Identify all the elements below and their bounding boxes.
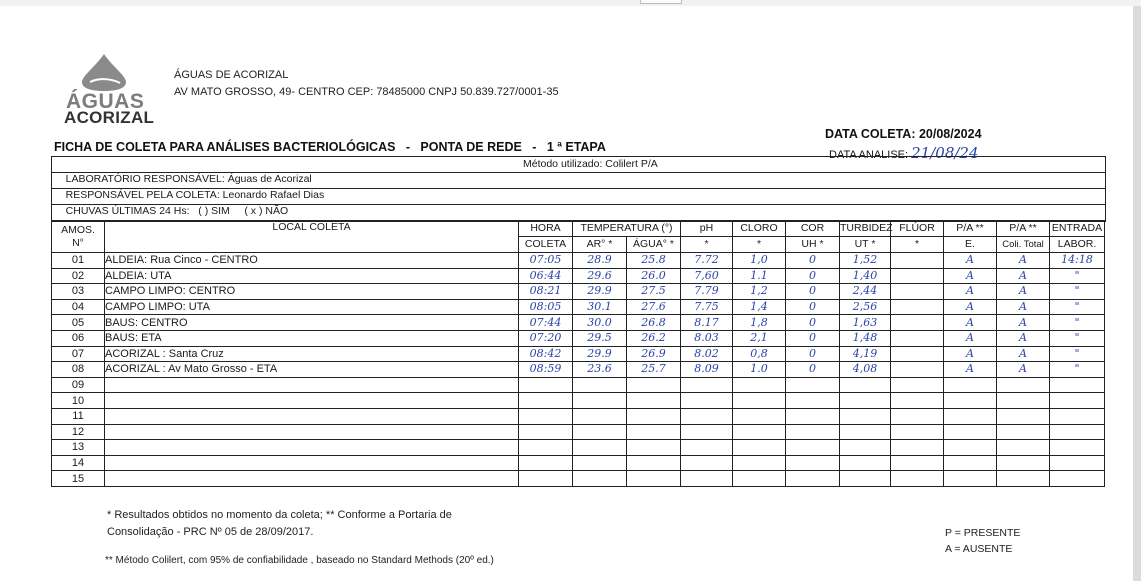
footnote-line-2: Consolidação - PRC Nº 05 de 28/09/2017. — [107, 526, 314, 538]
lab-entry-value: 14:18 — [1050, 253, 1105, 269]
ph-value — [681, 455, 733, 471]
sample-time — [519, 377, 573, 393]
ph-value — [681, 471, 733, 487]
water-temp: 26.2 — [627, 330, 681, 346]
fluoride-value — [891, 424, 944, 440]
info-rain-row — [52, 189, 1105, 217]
table-row — [52, 253, 1105, 269]
sample-location — [105, 408, 519, 424]
sample-location — [105, 393, 519, 409]
sample-time — [519, 440, 573, 456]
air-temp: 30.1 — [573, 299, 627, 315]
water-temp — [627, 455, 681, 471]
sample-number: 05 — [52, 315, 105, 331]
ph-value: 8.17 — [681, 315, 733, 331]
fluoride-value — [891, 330, 944, 346]
table-row — [52, 424, 1105, 440]
air-temp — [573, 377, 627, 393]
header-turbidez: TURBIDEZ — [840, 221, 891, 237]
color-value: 0 — [786, 268, 840, 284]
pa-coliform-value: A — [997, 315, 1050, 331]
color-value: 0 — [786, 253, 840, 269]
sample-time: 08:59 — [519, 362, 573, 378]
chlorine-value: 2,1 — [733, 330, 786, 346]
lab-entry-value — [1050, 440, 1105, 456]
header-ph-sub: * — [681, 237, 733, 253]
sample-location: BAUS: CENTRO — [105, 315, 519, 331]
header-agua: ÁGUA° * — [627, 237, 681, 253]
sample-time: 08:42 — [519, 346, 573, 362]
sample-location: ACORIZAL : Santa Cruz — [105, 346, 519, 362]
table-row — [52, 330, 1105, 346]
lab-entry-value: " — [1050, 315, 1105, 331]
color-value — [786, 393, 840, 409]
pa-ecoli-value — [944, 393, 997, 409]
ph-value: 8.02 — [681, 346, 733, 362]
color-value — [786, 455, 840, 471]
collector-responsible: RESPONSÁVEL PELA COLETA: Leonardo Rafael Dias — [65, 189, 325, 201]
sample-time — [519, 408, 573, 424]
pa-coliform-value — [997, 440, 1050, 456]
turbidity-value: 1,63 — [840, 315, 891, 331]
pa-ecoli-value — [944, 455, 997, 471]
sample-location: ACORIZAL : Av Mato Grosso - ETA — [105, 362, 519, 378]
info-block — [51, 156, 1106, 222]
header-fluor-sub: * — [891, 237, 944, 253]
pa-ecoli-value: A — [944, 315, 997, 331]
fluoride-value — [891, 346, 944, 362]
chlorine-value — [733, 408, 786, 424]
sample-location: BAUS: ETA — [105, 330, 519, 346]
ph-value: 8.09 — [681, 362, 733, 378]
sample-location — [105, 471, 519, 487]
sample-number: 01 — [52, 253, 105, 269]
air-temp — [573, 440, 627, 456]
turbidity-value: 2,44 — [840, 284, 891, 300]
fluoride-value — [891, 471, 944, 487]
pa-coliform-value — [997, 455, 1050, 471]
info-blank-row — [52, 205, 1105, 221]
pa-coliform-value: A — [997, 362, 1050, 378]
color-value: 0 — [786, 284, 840, 300]
turbidity-value — [840, 471, 891, 487]
header-turbidez-sub: UT * — [840, 237, 891, 253]
lab-entry-value — [1050, 393, 1105, 409]
sample-time — [519, 393, 573, 409]
sample-time: 07:05 — [519, 253, 573, 269]
sample-location: CAMPO LIMPO: UTA — [105, 299, 519, 315]
ph-value: 7.72 — [681, 253, 733, 269]
sample-number: 12 — [52, 424, 105, 440]
sample-time — [519, 424, 573, 440]
header-pa-e-sub: E. — [944, 237, 997, 253]
water-temp: 27.5 — [627, 284, 681, 300]
sample-time — [519, 471, 573, 487]
air-temp: 29.9 — [573, 284, 627, 300]
fluoride-value — [891, 253, 944, 269]
sample-number: 04 — [52, 299, 105, 315]
company-header — [174, 67, 559, 101]
ph-value: 7.75 — [681, 299, 733, 315]
header-cloro: CLORO — [733, 221, 786, 237]
sample-location — [105, 455, 519, 471]
lab-entry-value: " — [1050, 284, 1105, 300]
air-temp: 29.5 — [573, 330, 627, 346]
sample-number: 09 — [52, 377, 105, 393]
chlorine-value — [733, 393, 786, 409]
pa-coliform-value — [997, 377, 1050, 393]
color-value: 0 — [786, 346, 840, 362]
sample-time: 08:05 — [519, 299, 573, 315]
color-value — [786, 440, 840, 456]
lab-responsible: LABORATÓRIO RESPONSÁVEL: Águas de Acorizal — [65, 173, 312, 185]
color-value — [786, 377, 840, 393]
header-pa-coli-sub: Coli. Total — [997, 237, 1050, 253]
air-temp: 29.6 — [573, 268, 627, 284]
pa-ecoli-value — [944, 408, 997, 424]
analysis-date-value: 21/08/24 — [911, 144, 979, 162]
air-temp — [573, 424, 627, 440]
header-temperatura: TEMPERATURA (°) — [573, 221, 681, 237]
chlorine-value: 0,8 — [733, 346, 786, 362]
fluoride-value — [891, 268, 944, 284]
ph-value: 7.79 — [681, 284, 733, 300]
pa-coliform-value: A — [997, 346, 1050, 362]
ph-value — [681, 424, 733, 440]
info-lab-row — [52, 157, 1105, 185]
fluoride-value — [891, 377, 944, 393]
header-local: LOCAL COLETA — [105, 221, 519, 253]
logo-text-aguas: ÁGUAS — [66, 90, 145, 113]
pa-ecoli-value — [944, 424, 997, 440]
legend-presente: P = PRESENTE — [945, 527, 1021, 539]
pa-coliform-value: A — [997, 253, 1050, 269]
water-temp: 27.6 — [627, 299, 681, 315]
analysis-date-label: DATA ANALISE: — [829, 149, 909, 161]
color-value: 0 — [786, 299, 840, 315]
turbidity-value: 4,19 — [840, 346, 891, 362]
chlorine-value: 1,4 — [733, 299, 786, 315]
chlorine-value: 1.0 — [733, 362, 786, 378]
sample-location: ALDEIA: Rua Cinco - CENTRO — [105, 253, 519, 269]
turbidity-value — [840, 377, 891, 393]
sample-time: 06:44 — [519, 268, 573, 284]
fluoride-value — [891, 440, 944, 456]
lab-entry-value — [1050, 408, 1105, 424]
viewer-tab — [640, 0, 682, 4]
pa-ecoli-value: A — [944, 253, 997, 269]
header-hora: HORA — [519, 221, 573, 237]
table-header-row-1 — [52, 221, 1105, 237]
color-value — [786, 408, 840, 424]
air-temp: 30.0 — [573, 315, 627, 331]
water-temp — [627, 440, 681, 456]
table-row — [52, 440, 1105, 456]
chlorine-value — [733, 471, 786, 487]
company-name: ÁGUAS DE ACORIZAL — [174, 69, 289, 81]
legend-ausente: A = AUSENTE — [945, 543, 1013, 555]
pa-ecoli-value: A — [944, 268, 997, 284]
fluoride-value — [891, 362, 944, 378]
lab-entry-value — [1050, 377, 1105, 393]
sample-time: 08:21 — [519, 284, 573, 300]
result-legend — [945, 525, 1020, 557]
air-temp: 28.9 — [573, 253, 627, 269]
ph-value — [681, 393, 733, 409]
header-cor-sub: UH * — [786, 237, 840, 253]
sample-location — [105, 440, 519, 456]
ph-value — [681, 377, 733, 393]
turbidity-value: 1,48 — [840, 330, 891, 346]
water-temp: 26.8 — [627, 315, 681, 331]
sample-number: 03 — [52, 284, 105, 300]
viewer-right-edge — [1133, 6, 1141, 581]
table-row — [52, 393, 1105, 409]
pa-coliform-value: A — [997, 268, 1050, 284]
pa-coliform-value: A — [997, 299, 1050, 315]
table-row — [52, 315, 1105, 331]
table-row — [52, 299, 1105, 315]
water-temp — [627, 393, 681, 409]
lab-entry-value: " — [1050, 346, 1105, 362]
pa-ecoli-value: A — [944, 346, 997, 362]
sample-time: 07:20 — [519, 330, 573, 346]
pa-ecoli-value: A — [944, 330, 997, 346]
turbidity-value — [840, 424, 891, 440]
chlorine-value: 1.1 — [733, 268, 786, 284]
header-entrada: ENTRADA — [1050, 221, 1105, 237]
lab-entry-value: " — [1050, 268, 1105, 284]
table-row — [52, 346, 1105, 362]
chlorine-value: 1,8 — [733, 315, 786, 331]
color-value — [786, 424, 840, 440]
method-used: Método utilizado: Colilert P/A — [523, 158, 658, 170]
water-temp — [627, 408, 681, 424]
pa-ecoli-value — [944, 440, 997, 456]
table-row — [52, 471, 1105, 487]
water-temp — [627, 471, 681, 487]
table-row — [52, 268, 1105, 284]
sample-location — [105, 424, 519, 440]
fluoride-value — [891, 455, 944, 471]
water-temp — [627, 377, 681, 393]
table-row — [52, 408, 1105, 424]
lab-entry-value: " — [1050, 299, 1105, 315]
water-temp: 26.9 — [627, 346, 681, 362]
fluoride-value — [891, 299, 944, 315]
chlorine-value: 1,2 — [733, 284, 786, 300]
turbidity-value — [840, 408, 891, 424]
info-collector-row — [52, 173, 1105, 201]
ph-value: 8.03 — [681, 330, 733, 346]
sample-location: ALDEIA: UTA — [105, 268, 519, 284]
chlorine-value — [733, 455, 786, 471]
sample-number: 02 — [52, 268, 105, 284]
water-temp — [627, 424, 681, 440]
turbidity-value: 1,40 — [840, 268, 891, 284]
sample-number: 13 — [52, 440, 105, 456]
water-temp: 25.7 — [627, 362, 681, 378]
color-value: 0 — [786, 330, 840, 346]
pa-ecoli-value — [944, 471, 997, 487]
company-logo — [64, 52, 154, 127]
table-row — [52, 455, 1105, 471]
header-hora-coleta: COLETA — [519, 237, 573, 253]
fluoride-value — [891, 284, 944, 300]
sample-location: CAMPO LIMPO: CENTRO — [105, 284, 519, 300]
chlorine-value — [733, 440, 786, 456]
header-entrada-sub: LABOR. — [1050, 237, 1105, 253]
lab-entry-value — [1050, 455, 1105, 471]
pa-ecoli-value — [944, 377, 997, 393]
sample-number: 06 — [52, 330, 105, 346]
fluoride-value — [891, 315, 944, 331]
water-drop-icon — [78, 52, 130, 92]
turbidity-value — [840, 455, 891, 471]
header-fluor: FLÚOR — [891, 221, 944, 237]
sample-number: 15 — [52, 471, 105, 487]
sample-number: 11 — [52, 408, 105, 424]
ph-value — [681, 408, 733, 424]
sample-number: 08 — [52, 362, 105, 378]
color-value: 0 — [786, 315, 840, 331]
ph-value — [681, 440, 733, 456]
pa-ecoli-value: A — [944, 362, 997, 378]
color-value: 0 — [786, 362, 840, 378]
chlorine-value — [733, 377, 786, 393]
lab-entry-value — [1050, 424, 1105, 440]
header-ph: pH — [681, 221, 733, 237]
pa-coliform-value: A — [997, 284, 1050, 300]
air-temp — [573, 471, 627, 487]
table-row — [52, 377, 1105, 393]
sample-time: 07:44 — [519, 315, 573, 331]
lab-entry-value — [1050, 471, 1105, 487]
sample-time — [519, 455, 573, 471]
sample-number: 14 — [52, 455, 105, 471]
pa-coliform-value: A — [997, 330, 1050, 346]
table-row — [52, 284, 1105, 300]
pa-coliform-value — [997, 424, 1050, 440]
air-temp — [573, 455, 627, 471]
table-row — [52, 362, 1105, 378]
footnote-line-1: * Resultados obtidos no momento da coleta; ** Conforme a Portaria de — [107, 509, 452, 521]
collection-table — [51, 220, 1105, 487]
water-temp: 26.0 — [627, 268, 681, 284]
turbidity-value: 2,56 — [840, 299, 891, 315]
header-cloro-sub: * — [733, 237, 786, 253]
rain-last-24h: CHUVAS ÚLTIMAS 24 Hs: ( ) SIM ( x ) NÃO — [65, 205, 289, 217]
fluoride-value — [891, 393, 944, 409]
pa-coliform-value — [997, 471, 1050, 487]
lab-entry-value: " — [1050, 362, 1105, 378]
footnote-method: ** Método Colilert, com 95% de confiabilidade , baseado no Standard Methods (20º ed.) — [105, 555, 494, 566]
company-address: AV MATO GROSSO, 49- CENTRO CEP: 78485000 CNPJ 50.839.727/0001-35 — [174, 86, 559, 98]
ph-value: 7,60 — [681, 268, 733, 284]
logo-text-acorizal: ACORIZAL — [64, 108, 155, 127]
chlorine-value: 1,0 — [733, 253, 786, 269]
pa-ecoli-value: A — [944, 284, 997, 300]
fluoride-value — [891, 408, 944, 424]
chlorine-value — [733, 424, 786, 440]
turbidity-value — [840, 393, 891, 409]
color-value — [786, 471, 840, 487]
sample-number: 10 — [52, 393, 105, 409]
footnote-block — [107, 507, 452, 541]
sample-number: 07 — [52, 346, 105, 362]
collection-date: DATA COLETA: 20/08/2024 — [825, 127, 982, 141]
lab-entry-value: " — [1050, 330, 1105, 346]
air-temp: 29.9 — [573, 346, 627, 362]
turbidity-value: 4,08 — [840, 362, 891, 378]
air-temp: 23.6 — [573, 362, 627, 378]
form-title: FICHA DE COLETA PARA ANÁLISES BACTERIOLÓGICAS - PONTA DE REDE - 1 ª ETAPA — [54, 140, 606, 154]
header-amostra: AMOS. N° — [52, 221, 105, 253]
water-temp: 25.8 — [627, 253, 681, 269]
header-pa-e: P/A ** — [944, 221, 997, 237]
turbidity-value — [840, 440, 891, 456]
header-cor: COR — [786, 221, 840, 237]
sample-location — [105, 377, 519, 393]
air-temp — [573, 393, 627, 409]
turbidity-value: 1,52 — [840, 253, 891, 269]
pa-coliform-value — [997, 393, 1050, 409]
pa-ecoli-value: A — [944, 299, 997, 315]
header-pa-coli: P/A ** — [997, 221, 1050, 237]
air-temp — [573, 408, 627, 424]
header-ar: AR° * — [573, 237, 627, 253]
pa-coliform-value — [997, 408, 1050, 424]
